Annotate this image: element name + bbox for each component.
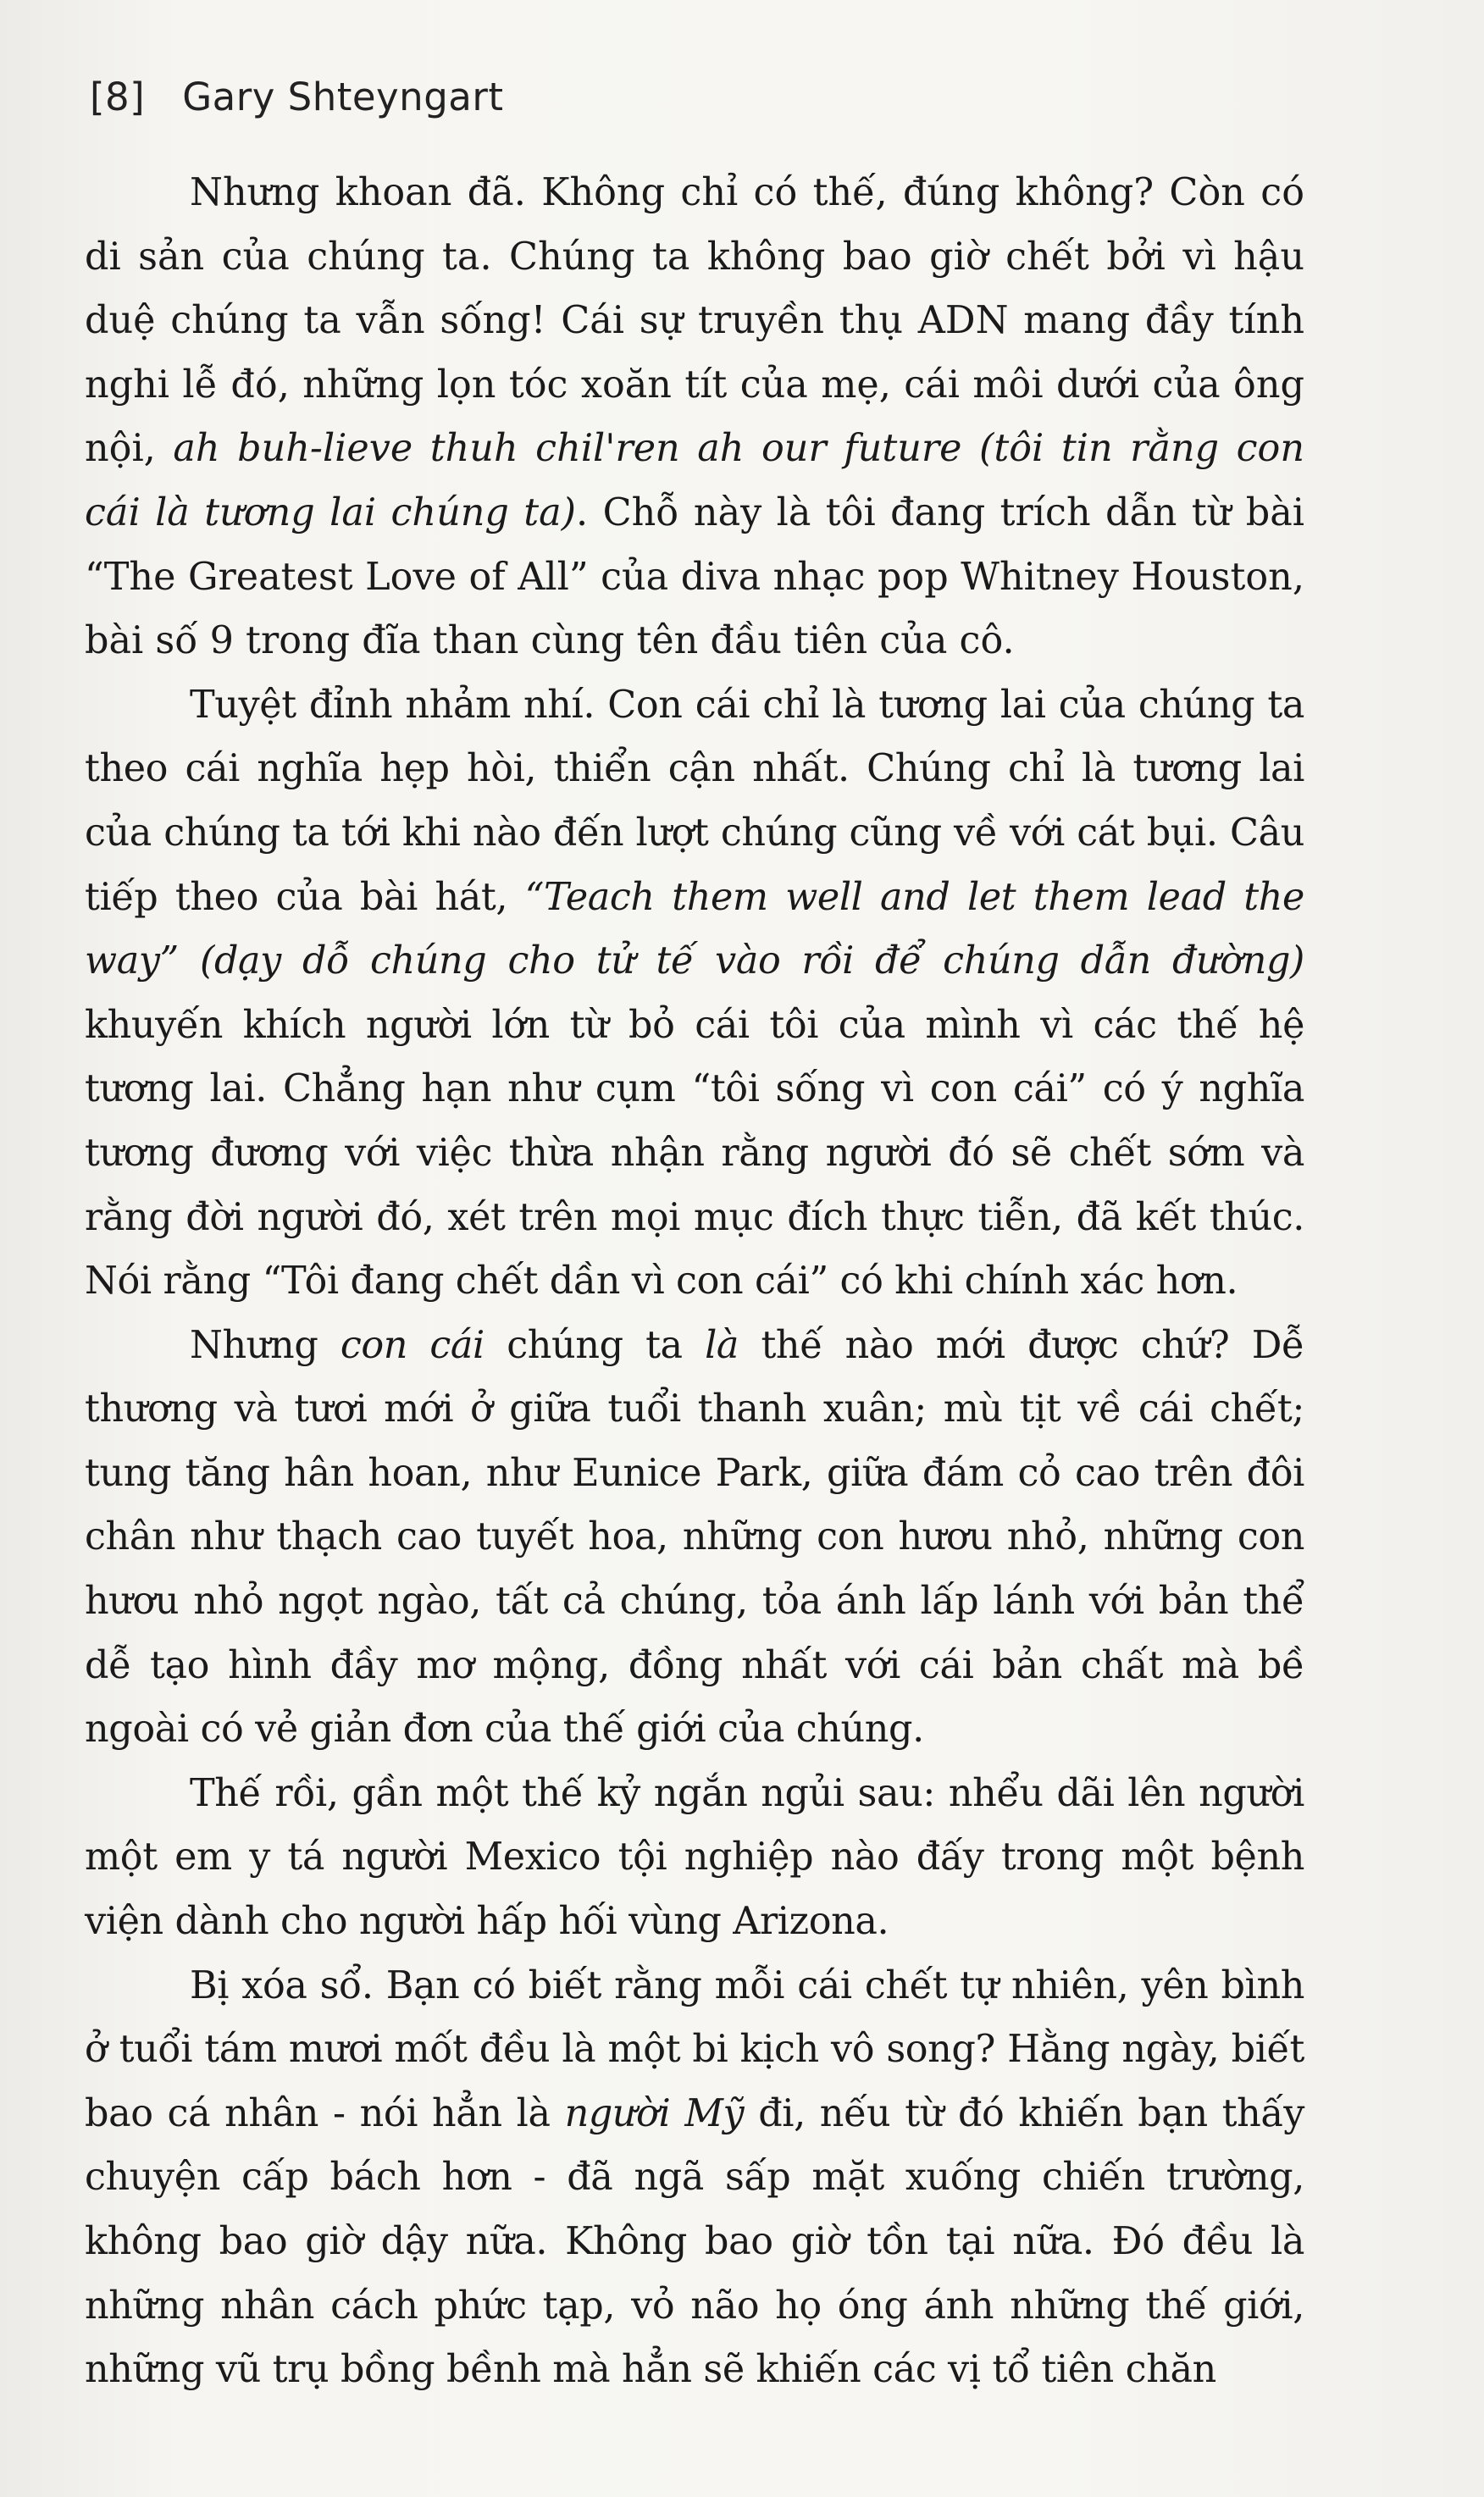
italic-text-run: là	[705, 1323, 739, 1367]
author-name: Gary Shteyngart	[182, 75, 504, 119]
paragraph-4	[85, 1762, 1304, 1954]
text-run: . Chỗ này là tôi đang trích dẫn từ bài “The Greatest Love of All” của diva nhạc pop Whitney Houston, bài số 9 trong đĩa than cùng tên đầu tiên của cô.	[85, 490, 1304, 663]
italic-text-run: người Mỹ	[564, 2091, 745, 2135]
text-run: Tuyệt đỉnh nhảm nhí. Con cái chỉ là tương lai của chúng ta theo cái nghĩa hẹp hòi, thiển cận nhất. Chúng chỉ là tương lai của chúng ta tới khi nào đến lượt chúng cũng về với cát bụi. Câu tiếp theo của bài hát,	[85, 683, 1304, 919]
text-run: đi, nếu từ đó khiến bạn thấy chuyện cấp bách hơn - đã ngã sấp mặt xuống chiến trường, không bao giờ dậy nữa. Không bao giờ tồn tại nữa. Đó đều là những nhân cách phức tạp, vỏ não họ óng ánh những thế giới, những vũ trụ bồng bềnh mà hẳn sẽ khiến các vị tổ tiên chăn	[85, 2091, 1305, 2392]
text-run: Nhưng	[190, 1323, 341, 1367]
page-number: [8]	[90, 75, 146, 119]
text-run: thế nào mới được chứ? Dễ thương và tươi mới ở giữa tuổi thanh xuân; mù tịt về cái chết; tung tăng hân hoan, như Eunice Park, giữa đám cỏ cao trên đôi chân như thạch cao tuyết hoa, những con hươu nhỏ, những con hươu nhỏ ngọt ngào, tất cả chúng, tỏa ánh lấp lánh với bản thể dễ tạo hình đầy mơ mộng, đồng nhất với cái bản chất mà bề ngoài có vẻ giản đơn của thế giới của chúng.	[85, 1323, 1304, 1752]
text-run: Bị xóa sổ. Bạn có biết rằng mỗi cái chết tự nhiên, yên bình ở tuổi tám mươi mốt đều là một bi kịch vô song? Hằng ngày, biết bao cá nhân - nói hẳn là	[85, 1963, 1304, 2135]
italic-text-run: ah buh-lieve thuh chil'ren ah our future (tôi tin rằng con cái là tương lai chúng ta)	[85, 427, 1304, 534]
paragraph-1	[85, 161, 1304, 673]
paragraph-2	[85, 673, 1304, 1314]
text-run: khuyến khích người lớn từ bỏ cái tôi của mình vì các thế hệ tương lai. Chẳng hạn như cụm “tôi sống vì con cái” có ý nghĩa tương đương với việc thừa nhận rằng người đó sẽ chết sớm và rằng đời người đó, xét trên mọi mục đích thực tiễn, đã kết thúc. Nói rằng “Tôi đang chết dần vì con cái” có khi chính xác hơn.	[85, 1003, 1304, 1304]
body-text	[85, 161, 1304, 2402]
text-run: chúng ta	[484, 1323, 706, 1367]
text-run: Thế rồi, gần một thế kỷ ngắn ngủi sau: nhểu dãi lên người một em y tá người Mexico tội nghiệp nào đấy trong một bệnh viện dành cho người hấp hối vùng Arizona.	[85, 1771, 1304, 1944]
italic-text-run: “Teach them well and let them lead the way” (dạy dỗ chúng cho tử tế vào rồi để chúng dẫn đường)	[85, 875, 1304, 983]
text-run: Nhưng khoan đã. Không chỉ có thế, đúng không? Còn có di sản của chúng ta. Chúng ta không bao giờ chết bởi vì hậu duệ chúng ta vẫn sống! Cái sự truyền thụ ADN mang đầy tính nghi lễ đó, những lọn tóc xoăn tít của mẹ, cái môi dưới của ông nội,	[85, 171, 1304, 471]
paragraph-3	[85, 1314, 1304, 1762]
running-head	[90, 75, 503, 119]
paragraph-5	[85, 1954, 1304, 2402]
italic-text-run: con cái	[340, 1323, 485, 1367]
